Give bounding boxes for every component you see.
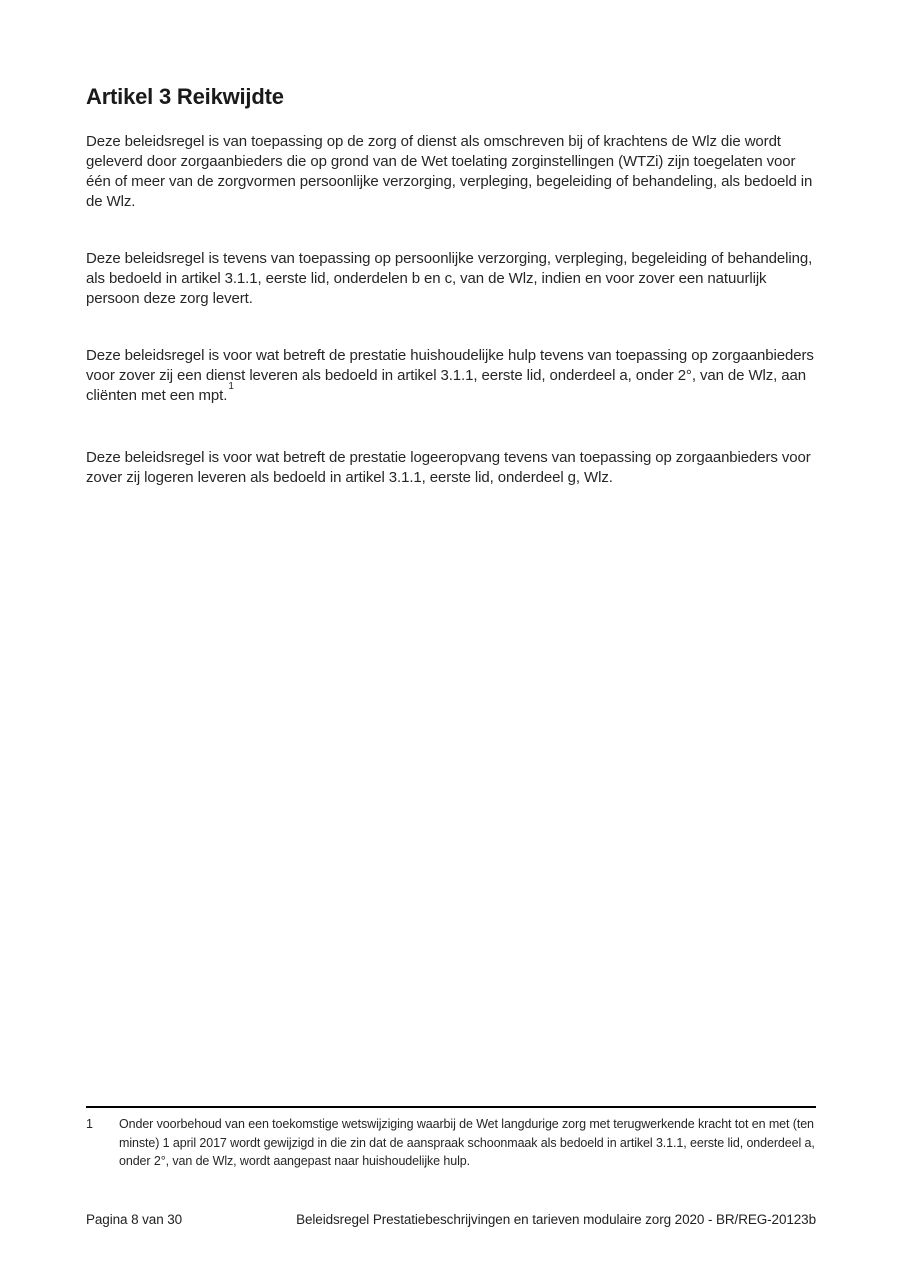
paragraph-3-text: Deze beleidsregel is voor wat betreft de prestatie huishoudelijke hulp tevens van toepassing op zorgaanbieders voor zover zij een dienst leveren als bedoeld in artikel 3.1.1, eerste lid, onderdeel a, onder 2°, van de Wlz, aan cliënten met een mpt. xyxy=(86,347,814,404)
document-title-label: Beleidsregel Prestatiebeschrijvingen en tarieven modulaire zorg 2020 - BR/REG-20123b xyxy=(296,1212,816,1227)
paragraph-4-text: Deze beleidsregel is voor wat betreft de prestatie logeeropvang tevens van toepassing op zorgaanbieders voor zover zij logeren leveren als bedoeld in artikel 3.1.1, eerste lid, onderdeel g, Wlz. xyxy=(86,449,811,486)
paragraph-2 xyxy=(86,249,816,309)
article-heading: Artikel 3 Reikwijdte xyxy=(86,84,284,109)
paragraph-4 xyxy=(86,448,816,488)
footnote-entry xyxy=(86,1115,816,1171)
footnote-reference-marker: 1 xyxy=(228,381,234,392)
page-number-label: Pagina 8 van 30 xyxy=(86,1212,183,1227)
paragraph-3 xyxy=(86,346,816,406)
paragraph-1-text: Deze beleidsregel is van toepassing op de zorg of dienst als omschreven bij of krachtens de Wlz die wordt geleverd door zorgaanbieders die op grond van de Wet toelating zorginstellingen (WTZi) zijn toegelaten voor één of meer van de zorgvormen persoonlijke verzorging, verpleging, begeleiding of behandeling, als bedoeld in de Wlz. xyxy=(86,133,813,210)
paragraph-2-text: Deze beleidsregel is tevens van toepassing op persoonlijke verzorging, verpleging, begeleiding of behandeling, als bedoeld in artikel 3.1.1, eerste lid, onderdelen b en c, van de Wlz, indien en voor zover een natuurlijk persoon deze zorg levert. xyxy=(86,250,813,307)
footnote-section xyxy=(86,1106,816,1171)
document-body xyxy=(86,84,816,525)
footnote-text: Onder voorbehoud van een toekomstige wetswijziging waarbij de Wet langdurige zorg met terugwerkende kracht tot en met (ten minste) 1 april 2017 wordt gewijzigd in die zin dat de aanspraak schoonmaak als bedoeld in artikel 3.1.1, eerste lid, onderdeel a, onder 2°, van de Wlz, wordt aangepast naar huishoudelijke hulp. xyxy=(119,1117,815,1168)
page-footer xyxy=(86,1211,816,1228)
paragraph-1 xyxy=(86,132,816,212)
footnote-number: 1 xyxy=(86,1117,93,1131)
